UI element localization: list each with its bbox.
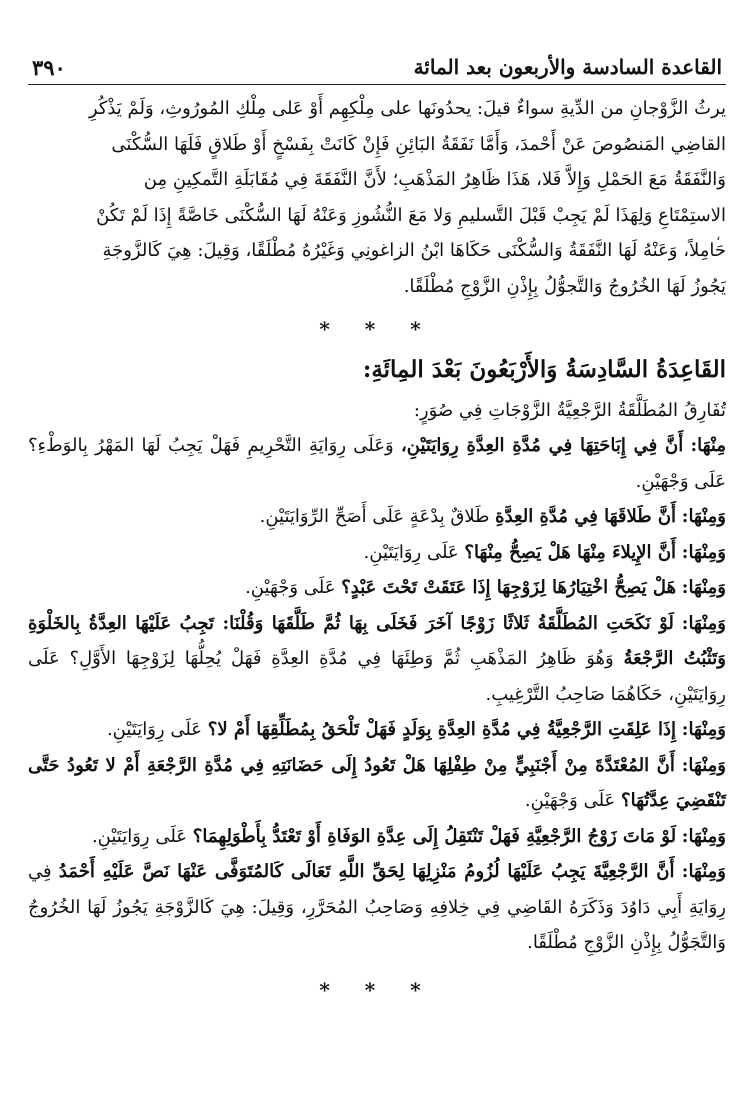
item-question: لَوْ مَاتَ زَوْجُ الرَّجْعِيَّةِ فَهَلْ تَنْتَقِلُ إِلَى عِدَّةِ الوَفَاةِ أَوْ تَعْتَدُّ بِأَطْوَلِهِمَا؟ [192, 825, 677, 847]
text-line: يرثُ الزَّوْجانِ من الدِّيةِ سواءٌ قيلَ: يحدُونَها على مِلْكِهِم أَوْ عَلى مِلْكِ المُورُوثِ، وَلَمْ يَذْكُرِ [88, 98, 726, 119]
list-item [28, 712, 726, 748]
list-item [28, 428, 726, 499]
item-question: إِذَا عَلِقَتِ الرَّجْعِيَّةُ فِي مُدَّةِ العِدَّةِ بِوَلَدٍ فَهَلْ تَلْحَقُ بِمُطَلِّقِهَا أَمْ لا؟ [207, 719, 677, 740]
margin-mark: ، [716, 228, 721, 244]
page-body [28, 91, 726, 1005]
item-lead: وَمِنْهَا: [681, 825, 726, 847]
text-line: وَالنَّفَقَةُ مَعَ الحَمْلِ وَإِلاَّ فَلا، هَذَا ظَاهِرُ المَذْهَبِ؛ لأَنَّ النَّفَقَةَ فِي مُقَابَلَةِ التَّمكِينِ مِن [143, 169, 726, 190]
item-question: أَنَّ الرَّجْعِيَّةَ يَجِبُ عَلَيْهَا لُزُومُ مَنْزِلِهَا لِحَقِّ اللَّهِ تَعَالَى كَالمُتَوَفَّى عَنْهَا نَصَّ عَلَيْهِ أَحْمَدُ [58, 861, 675, 882]
item-lead: وَمِنْهَا: [681, 719, 726, 740]
list-item [28, 854, 726, 961]
item-lead: وَمِنْهَا: [681, 506, 726, 527]
list-item [28, 535, 726, 571]
running-header [28, 50, 726, 85]
item-question: لَوْ نَكَحَتِ المُطَلَّقَةُ ثَلاثًا زَوْجًا آخَرَ فَخَلَى بِهَا ثُمَّ طَلَّقَهَا وَقُلْنَا: تَجِبُ عَلَيْهَا العِدَّةُ بِالخَلْوَةِ وَتَثْبُتُ الرَّجْعَةُ [28, 612, 726, 669]
item-lead: وَمِنْهَا: [681, 612, 726, 634]
book-page [28, 50, 726, 1005]
item-question: هَلْ يَصِحُّ اخْتِيَارُهَا لِزَوْجِهَا إِذَا عَتَقَتْ تَحْتَ عَبْدٍ؟ [341, 577, 677, 598]
list-item [28, 570, 726, 606]
item-text: وَهُوَ ظَاهِرُ المَذْهَبِ ثُمَّ وَطِئَهَا فِي مُدَّةِ العِدَّةِ فَهَلْ يُحِلُّهَا لِزَوْجِهَا الأَوَّلِ؟ عَلَى رِوَايَتَيْنِ، حَكَاهُمَا صَاحِبُ التَّرْغِيبِ. [28, 648, 726, 705]
list-item [28, 819, 726, 855]
item-lead: وَمِنْهَا: [681, 541, 726, 563]
running-title: القاعدة السادسة والأربعون بعد المائة [413, 55, 722, 79]
item-text: عَلَى رِوَايَتَيْنِ. [91, 825, 188, 847]
item-text: فِي رِوَايَةِ أَبِي دَاوُدَ وَذَكَرَهُ القَاضِي فِي خِلافِهِ وَصَاحِبُ المُحَرَّرِ، وَقِيلَ: هِيَ كَالزَّوْجَةِ يَجُوزُ لَهَا الخُرُوجُ وَالتَّجَوُّلُ بِإِذْنِ الزَّوْجِ مُطْلَقًا. [28, 861, 726, 953]
section-intro: تُفَارِقُ المُطَلَّقَةُ الرَّجْعِيَّةُ الزَّوْجَاتِ فِي صُوَرٍ: [413, 400, 726, 421]
item-lead: وَمِنْهَا: [681, 577, 726, 598]
item-question: أَنَّ فِي إِبَاحَتِهَا فِي مُدَّةِ العِدَّةِ رِوَايَتَيْنِ، [400, 435, 684, 456]
page-number: ٣٩٠ [32, 54, 66, 80]
item-lead: مِنْهَا: [690, 435, 726, 456]
section-separator: * * * [319, 317, 435, 341]
list-item [28, 748, 726, 819]
item-question: أَنَّ طَلاقَهَا فِي مُدَّةِ العِدَّةِ [495, 506, 677, 527]
end-separator: * * * [319, 977, 435, 1002]
item-text: عَلَى وَجْهَيْنِ. [524, 790, 616, 811]
text-line: القاضِي المَنصُوصَ عَنْ أَحْمدَ، وَأَمَّا نَفَقَةُ البَائِنِ فَإِنْ كَانَتْ بِفَسْخٍ أَوْ طَلاقٍ فَلَهَا السُّكْنَى [111, 133, 726, 155]
item-lead: وَمِنْهَا: [681, 861, 726, 882]
text-line: يَجُوزُ لَهَا الخُرُوجُ وَالتَّجوُّلُ بِإِذْنِ الزَّوْجِ مُطْلَقًا. [403, 275, 726, 297]
item-text: عَلَى رِوَايَتَيْنِ. [363, 541, 459, 563]
item-text: طَلاقٌ بِدْعَةٍ عَلَى أَصَحِّ الرِّوَايَتَيْنِ. [259, 506, 490, 527]
item-lead: وَمِنْهَا: [681, 754, 726, 776]
item-question: أَنَّ الإِيلاءَ مِنْهَا هَلْ يَصِحُّ مِنْهَا؟ [464, 541, 677, 563]
item-text: عَلَى وَجْهَيْنِ. [245, 577, 336, 598]
section-heading: القَاعِدَةُ السَّادِسَةُ وَالأَرْبَعُونَ بَعْدَ المِائَةِ: [362, 356, 726, 383]
item-text: وَعَلَى رِوَايَةِ التَّحْرِيمِ فَهَلْ يَجِبُ لَهَا المَهْرُ بِالوَطْءِ؟ عَلَى وَجْهَيْنِ. [28, 435, 726, 492]
text-line: حَامِلاً، وَعَنْهُ لَهَا النَّفَقَةُ وَالسُّكْنَى حَكَاهَا ابْنُ الزاغونِي وَغَيْرُهُ مُطْلَقًا، وَقِيلَ: هِيَ كَالزَّوجَةِ [102, 240, 726, 261]
item-question: أَنَّ المُعْتَدَّةَ مِنْ أَجْنَبِيٍّ مِنْ طِفْلِهَا هَلْ تَعُودُ إِلَى حَضَانَتِهِ فِي مُدَّةِ الرَّجْعَةِ أَمْ لا تَعُودُ حَتَّى تَنْقَضِيَ عِدَّتُهَا؟ [28, 754, 726, 811]
list-item [28, 499, 726, 535]
text-line: الاستِمْتَاعِ وَلِهَذَا لَمْ يَجِبْ قَبْلَ التَّسليمِ وَلا مَعَ النُّشُوزِ وَعَنْهُ لَهَا السُّكْنَى خَاصَّةً إِذَا لَمْ تَكُنْ [96, 204, 726, 226]
item-text: عَلَى رِوَايَتَيْنِ. [106, 719, 203, 740]
list-item [28, 606, 726, 713]
